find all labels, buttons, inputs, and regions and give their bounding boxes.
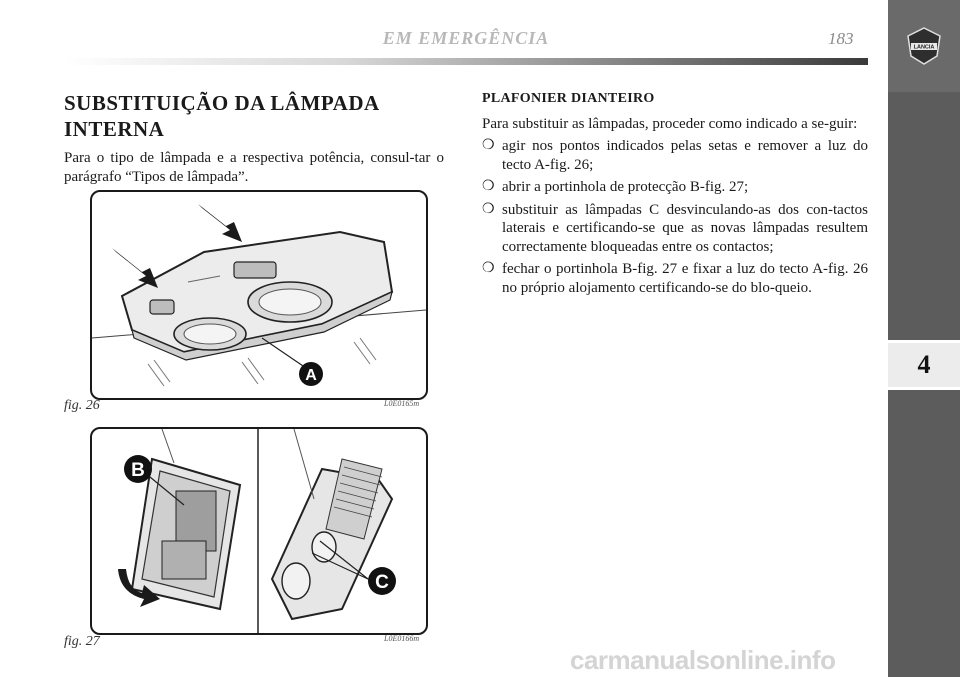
- bullet-icon: ❍: [482, 138, 495, 153]
- list-item: [482, 178, 868, 197]
- figure-26-illustration: [90, 190, 428, 400]
- section-title: [64, 90, 424, 142]
- section-title-line2: INTERNA: [64, 117, 165, 141]
- figure-27-caption: fig. 27: [64, 634, 100, 649]
- bullet-icon: ❍: [482, 261, 495, 276]
- chapter-number: 4: [917, 350, 931, 379]
- lancia-logo-icon: [904, 26, 944, 66]
- list-item: [482, 201, 868, 257]
- ceiling-light-drawing: [92, 192, 426, 398]
- page-number: 183: [828, 29, 854, 48]
- list-item: [482, 137, 868, 174]
- chapter-indicator[interactable]: [888, 340, 960, 390]
- figure-26-caption: fig. 26: [64, 398, 100, 413]
- procedure-steps: [482, 137, 868, 297]
- subsection-heading: PLAFONIER DIANTEIRO: [482, 91, 655, 106]
- label-a: A: [305, 367, 317, 384]
- figure-27-illustration: [90, 427, 428, 635]
- arrow-icon: [198, 204, 242, 242]
- label-b: B: [131, 460, 145, 481]
- logo-text: LANCIA: [913, 44, 935, 51]
- header-rule: [64, 58, 868, 65]
- list-item: [482, 260, 868, 297]
- arrow-icon: [112, 248, 158, 288]
- page-header-title: EM EMERGÊNCIA: [382, 28, 550, 48]
- procedure-intro: Para substituir as lâmpadas, proceder como indicado a se-guir:: [482, 115, 858, 132]
- lamp-housing-drawing: [92, 429, 426, 633]
- label-c: C: [375, 572, 389, 593]
- intro-paragraph: Para o tipo de lâmpada e a respectiva potência, consul-tar o parágrafo “Tipos de lâmpada”.: [64, 150, 444, 185]
- figure-26-code: L0E0165m: [384, 399, 420, 408]
- bullet-icon: ❍: [482, 201, 495, 217]
- section-title-line1: SUBSTITUIÇÃO DA LÂMPADA: [64, 91, 380, 115]
- figure-27-code: L0E0166m: [384, 634, 420, 643]
- step-text: substituir as lâmpadas C desvinculando-as dos con-tactos laterais e certificando-se que as novas lâmpadas resultem correctamente bloqueadas entre os contactos;: [502, 201, 868, 255]
- step-text: fechar o portinhola B-fig. 27 e fixar a luz do tecto A-fig. 26 no próprio alojamento certificando-se do blo-queio.: [502, 261, 868, 296]
- watermark: carmanualsonline.info: [570, 645, 836, 675]
- bullet-icon: ❍: [482, 179, 495, 194]
- step-text: agir nos pontos indicados pelas setas e remover a luz do tecto A-fig. 26;: [502, 138, 868, 173]
- chapter-side-tab: [888, 0, 960, 677]
- right-column: [482, 90, 868, 301]
- step-text: abrir a portinhola de protecção B-fig. 27;: [502, 179, 749, 195]
